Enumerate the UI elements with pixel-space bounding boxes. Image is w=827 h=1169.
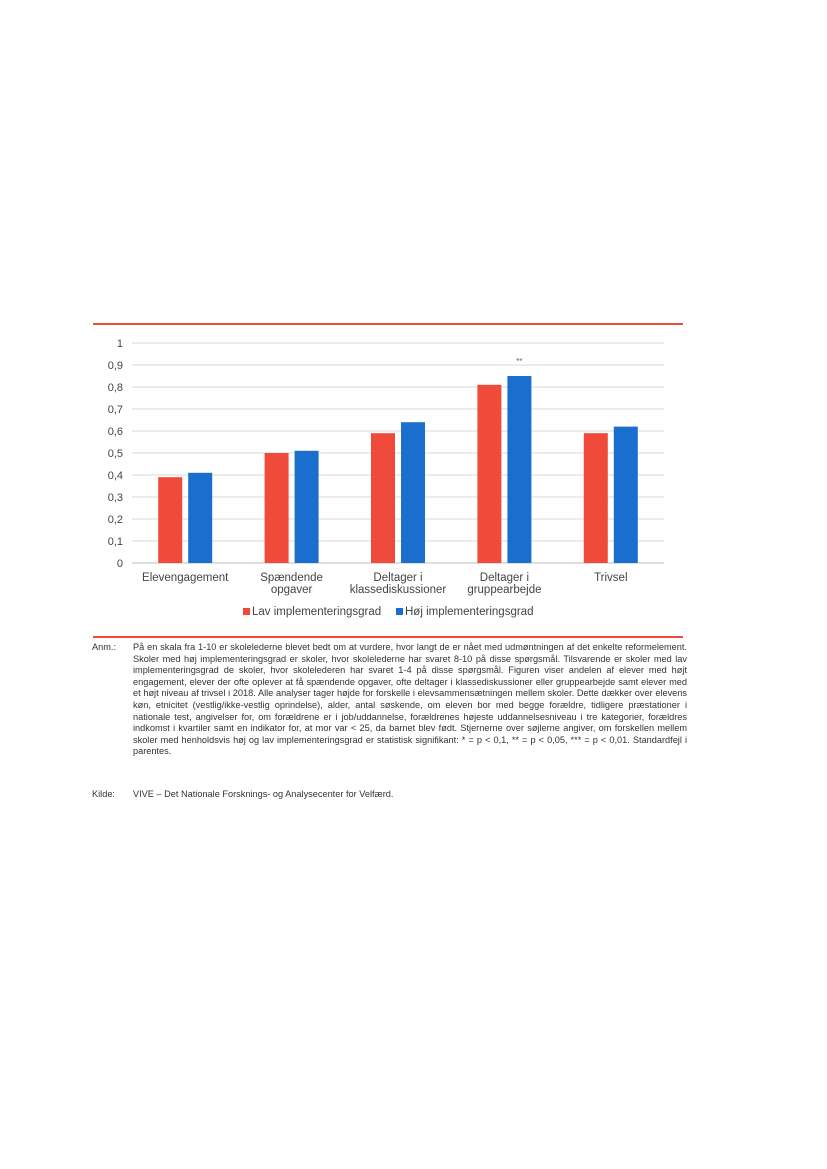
category-label: Deltager i [373,572,423,584]
y-tick-label: 0,3 [107,492,123,504]
legend-swatch [243,608,250,615]
bar-hoej [507,376,531,563]
y-tick-label: 0,1 [107,536,123,548]
y-tick-label: 0,8 [107,382,123,394]
y-tick-label: 0 [116,558,123,570]
y-tick-label: 0,5 [107,448,123,460]
bar-lav [265,453,289,563]
bar-lav [371,433,395,563]
legend-label: Lav implementeringsgrad [252,606,382,618]
top-divider-rule [93,323,683,325]
y-tick-label: 0,9 [107,360,123,372]
source-key: Kilde: [92,789,115,799]
category-label: gruppearbejde [467,584,542,596]
legend-swatch [396,608,403,615]
bar-lav [158,477,182,563]
bar-lav [477,385,501,563]
bottom-divider-rule [93,636,683,638]
annotation-key: Anm.: [92,642,116,652]
y-tick-label: 0,4 [107,470,123,482]
source-note [92,789,687,801]
bar-hoej [188,473,212,563]
y-tick-label: 1 [116,338,123,350]
y-tick-label: 0,2 [107,514,123,526]
y-tick-label: 0,7 [107,404,123,416]
annotation-text: På en skala fra 1-10 er skolelederne blevet bedt om at vurdere, hvor langt de er nået med udmøntningen af det enkelte reformelement. Skoler med høj implementeringsgrad er skoler, hvor skolelederne har svaret 8-10 på disse spørgsmål. Tilsvarende er skoler med lav implementeringsgrad de skoler, hvor skolelederen har svaret 1-4 på disse spørgsmål. Figuren viser andelen af elever med højt engagement, elever der ofte oplever at få spændende opgaver, ofte deltager i klassediskussioner eller gruppearbejde samt elever med et højt niveau af trivsel i 2018. Alle analyser tager højde for forskelle i elevsammensætningen mellem skoler. Dette dækker over elevens køn, etnicitet (vestlig/ikke-vestlig oprindelse), alder, antal søskende, om eleven bor med begge forældre, tidligere præstationer i nationale test, angivelser for, om forældrene er i job/uddannelse, forældrenes højeste uddannelsesniveau i tre kategorier, forældres indkomst i kvartiler samt en indikator for, at mor var < 25, da barnet blev født. Stjernerne over søjlerne angiver, om forskellen mellem skoler med henholdsvis høj og lav implementeringsgrad er statistisk signifikant: * = p < 0,1, ** = p < 0,05, *** = p < 0,01. Standardfejl i parentes. [133,642,687,757]
bar-chart [90,330,680,630]
significance-stars: ** [516,357,523,366]
bar-hoej [295,451,319,563]
annotation-note [92,642,687,758]
category-label: klassediskussioner [349,584,447,596]
bar-hoej [401,422,425,563]
category-label: Elevengagement [142,572,229,584]
source-text: VIVE – Det Nationale Forsknings- og Analysecenter for Velfærd. [133,789,394,799]
y-tick-label: 0,6 [107,426,123,438]
category-label: Deltager i [479,572,530,584]
category-label: Spændende [260,572,323,584]
category-label: opgaver [270,584,313,596]
bar-lav [584,433,608,563]
legend-label: Høj implementeringsgrad [405,606,534,618]
bar-hoej [614,427,638,563]
category-label: Trivsel [594,572,628,584]
